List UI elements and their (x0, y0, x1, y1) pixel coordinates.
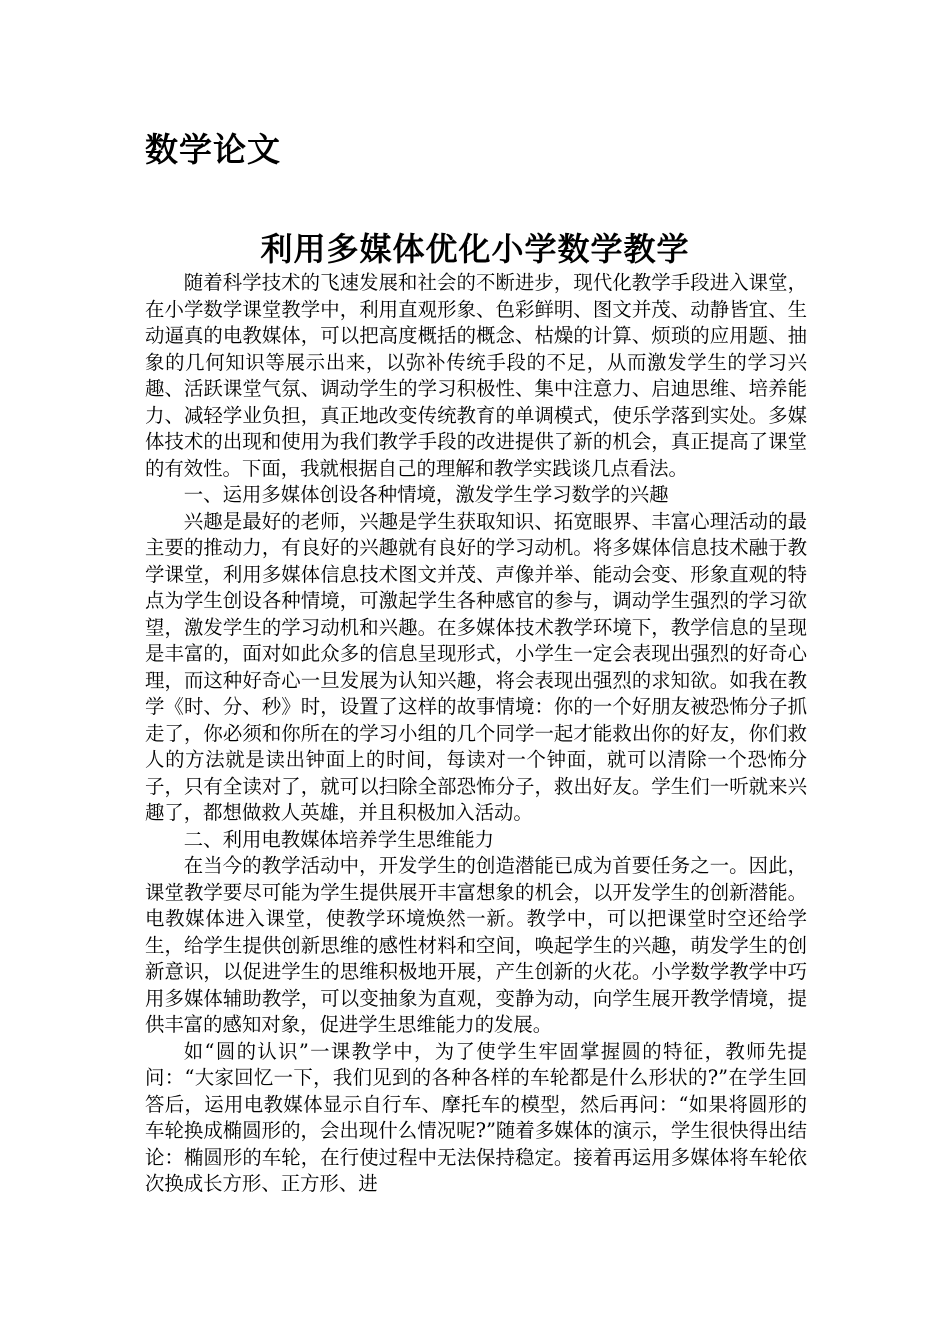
paragraph: 随着科学技术的飞速发展和社会的不断进步，现代化教学手段进入课堂，在小学数学课堂教学中，利用直观形象、色彩鲜明、图文并茂、动静皆宜、生动逼真的电教媒体，可以把高度概括的概念、枯燥的计算、烦琐的应用题、抽象的几何知识等展示出来，以弥补传统手段的不足，从而激发学生的学习兴趣、活跃课堂气氛、调动学生的学习积极性、集中注意力、启迪思维、培养能力、减轻学业负担，真正地改变传统教育的单调模式，使乐学落到实处。多媒体技术的出现和使用为我们教学手段的改进提供了新的机会，真正提高了课堂的有效性。下面，我就根据自己的理解和教学实践谈几点看法。 (145, 271, 807, 480)
document-body (145, 270, 807, 1198)
section-heading: 二、利用电教媒体培养学生思维能力 (183, 827, 495, 851)
document-header: 数学论文 (145, 130, 281, 169)
paragraph: 如“圆的认识”一课教学中，为了使学生牢固掌握圆的特征，教师先提问：“大家回忆一下，我们见到的各种各样的车轮都是什么形状的?”在学生回答后，运用电教媒体显示自行车、摩托车的模型，然后再问：“如果将圆形的车轮换成椭圆形的，会出现什么情况呢?”随着多媒体的演示，学生很快得出结论：椭圆形的车轮，在行使过程中无法保持稳定。接着再运用多媒体将车轮依次换成长方形、正方形、进 (145, 1039, 807, 1195)
paragraph: 在当今的教学活动中，开发学生的创造潜能已成为首要任务之一。因此，课堂教学要尽可能为学生提供展开丰富想象的机会，以开发学生的创新潜能。电教媒体进入课堂，使教学环境焕然一新。教学中，可以把课堂时空还给学生，给学生提供创新思维的感性材料和空间，唤起学生的兴趣，萌发学生的创新意识，以促进学生的思维积极地开展，产生创新的火花。小学数学教学中巧用多媒体辅助教学，可以变抽象为直观，变静为动，向学生展开教学情境，提供丰富的感知对象，促进学生思维能力的发展。 (145, 854, 807, 1036)
document-title: 利用多媒体优化小学数学教学 (260, 230, 690, 268)
paragraph: 兴趣是最好的老师，兴趣是学生获取知识、拓宽眼界、丰富心理活动的最主要的推动力，有良好的兴趣就有良好的学习动机。将多媒体信息技术融于教学课堂，利用多媒体信息技术图文并茂、声像并举、能动会变、形象直观的特点为学生创设各种情境，可激起学生各种感官的参与，调动学生强烈的学习欲望，激发学生的学习动机和兴趣。在多媒体技术教学环境下，教学信息的呈现是丰富的，面对如此众多的信息呈现形式，小学生一定会表现出强烈的好奇心理，而这种好奇心一旦发展为认知兴趣，将会表现出强烈的求知欲。如我在教学《时、分、秒》时，设置了这样的故事情境：你的一个好朋友被恐怖分子抓走了，你必须和你所在的学习小组的几个同学一起才能救出你的好友，你们救人的方法就是读出钟面上的时间，每读对一个钟面，就可以清除一个恐怖分子，只有全读对了，就可以扫除全部恐怖分子，救出好友。学生们一听就来兴趣了，都想做救人英雄，并且积极加入活动。 (145, 509, 807, 824)
section-heading: 一、运用多媒体创设各种情境，激发学生学习数学的兴趣 (183, 483, 669, 506)
